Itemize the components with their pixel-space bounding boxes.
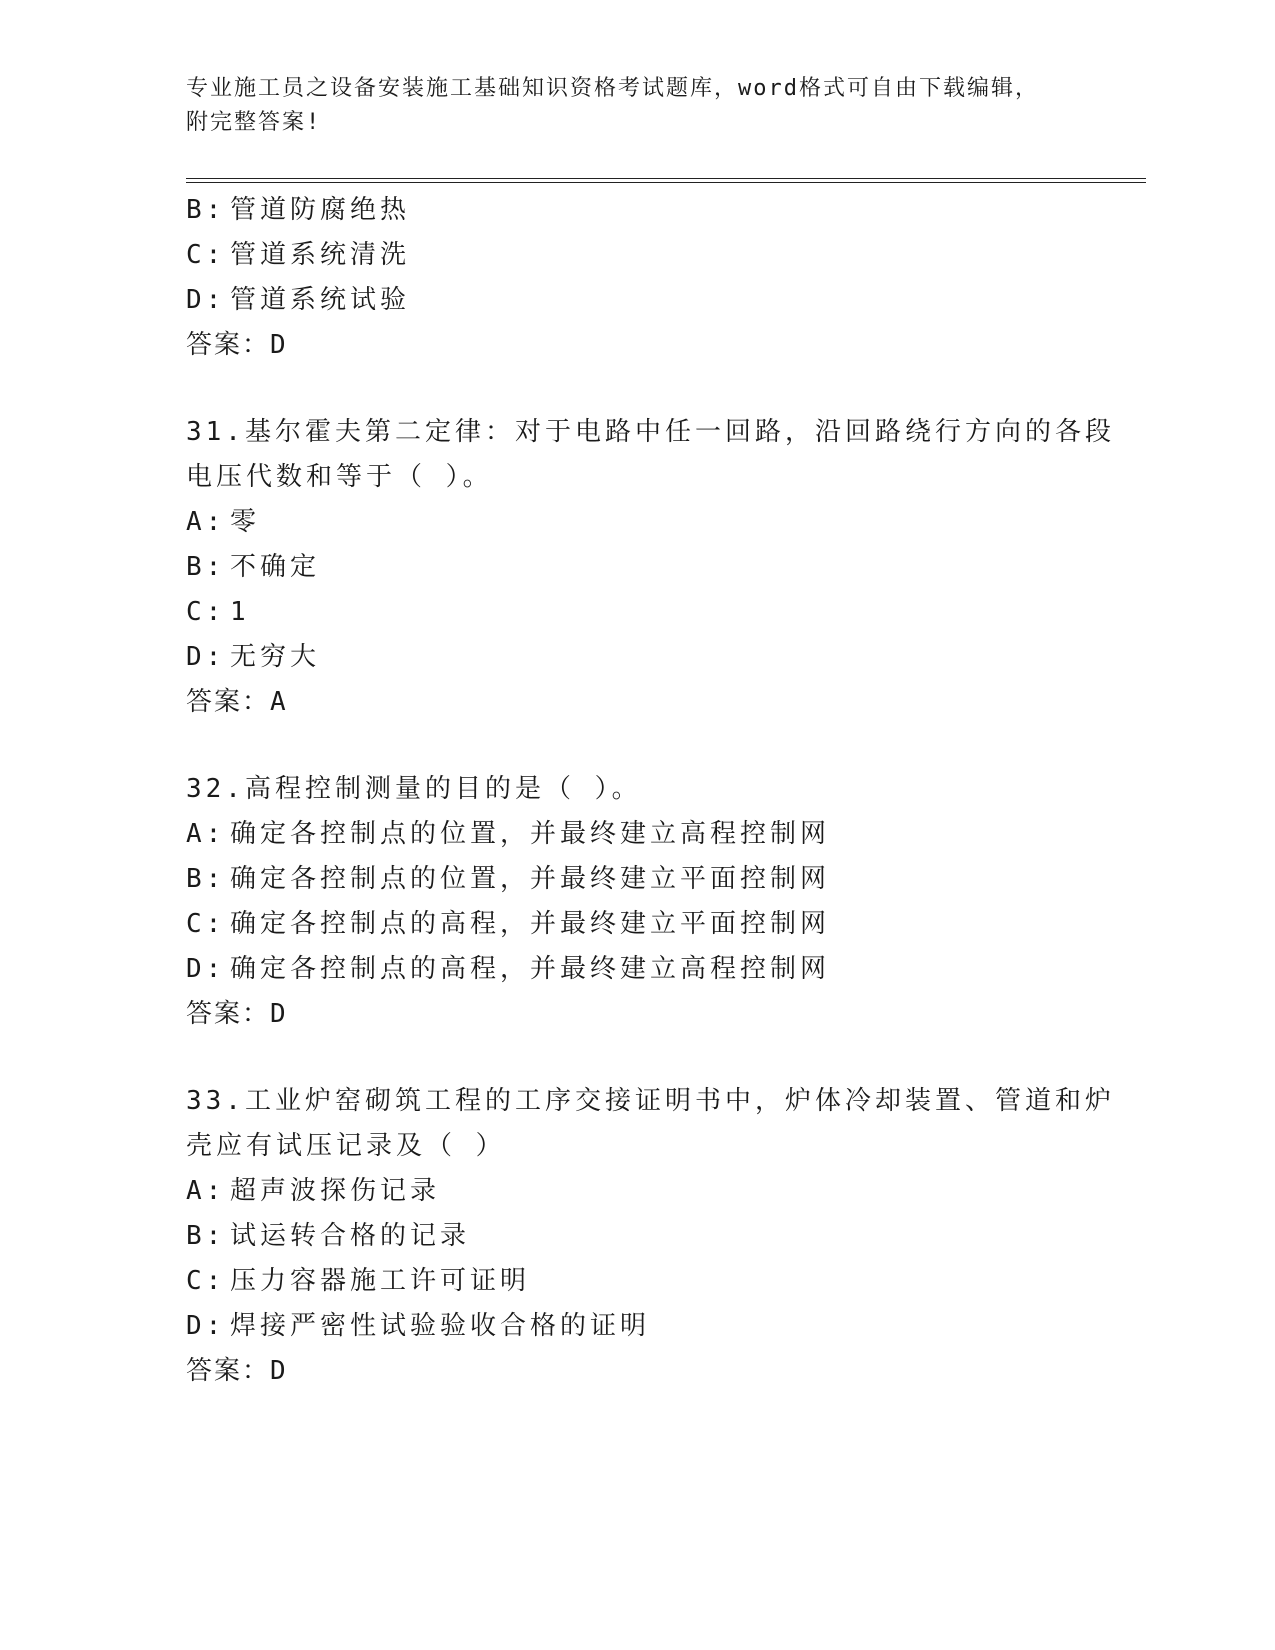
question-stem: 32.高程控制测量的目的是（ ）。 (186, 774, 642, 804)
header-divider-top (186, 178, 1146, 179)
option-c: C: 压力容器施工许可证明 (186, 1266, 531, 1296)
option-a: A: 确定各控制点的位置，并最终建立高程控制网 (186, 819, 831, 849)
prev-question-block (186, 188, 1086, 368)
option-a: A: 零 (186, 507, 261, 537)
question-31 (186, 410, 1115, 725)
answer-line: 答案：D (186, 330, 288, 360)
spacer (186, 368, 1086, 410)
question-33 (186, 1079, 1115, 1394)
option-d: D: 无穷大 (186, 642, 321, 672)
question-stem-continued: 电压代数和等于（ ）。 (186, 462, 493, 492)
option-b: B: 不确定 (186, 552, 321, 582)
answer-line: 答案：A (186, 687, 288, 717)
option-d: D: 确定各控制点的高程，并最终建立高程控制网 (186, 954, 831, 984)
option-b: B: 确定各控制点的位置，并最终建立平面控制网 (186, 864, 831, 894)
option-d: D: 焊接严密性试验验收合格的证明 (186, 1311, 651, 1341)
document-header (186, 72, 1086, 140)
answer-line: 答案：D (186, 999, 288, 1029)
header-line-2: 附完整答案! (186, 110, 322, 135)
spacer (186, 1037, 1086, 1079)
question-content (186, 188, 1115, 1394)
option-c: C: 管道系统清洗 (186, 240, 411, 270)
option-c: C: 1 (186, 597, 250, 627)
option-a: A: 超声波探伤记录 (186, 1176, 441, 1206)
question-stem-continued: 壳应有试压记录及（ ） (186, 1131, 506, 1161)
question-stem: 31.基尔霍夫第二定律：对于电路中任一回路，沿回路绕行方向的各段 (186, 417, 1115, 447)
spacer (186, 725, 1086, 767)
question-32 (186, 767, 1086, 1037)
option-c: C: 确定各控制点的高程，并最终建立平面控制网 (186, 909, 831, 939)
header-divider-bottom (186, 182, 1146, 183)
option-d: D: 管道系统试验 (186, 285, 411, 315)
option-b: B: 管道防腐绝热 (186, 195, 411, 225)
answer-line: 答案：D (186, 1356, 288, 1386)
option-b: B: 试运转合格的记录 (186, 1221, 471, 1251)
question-stem: 33.工业炉窑砌筑工程的工序交接证明书中，炉体冷却装置、管道和炉 (186, 1086, 1115, 1116)
header-line-1: 专业施工员之设备安装施工基础知识资格考试题库，word格式可自由下载编辑， (186, 76, 1039, 101)
